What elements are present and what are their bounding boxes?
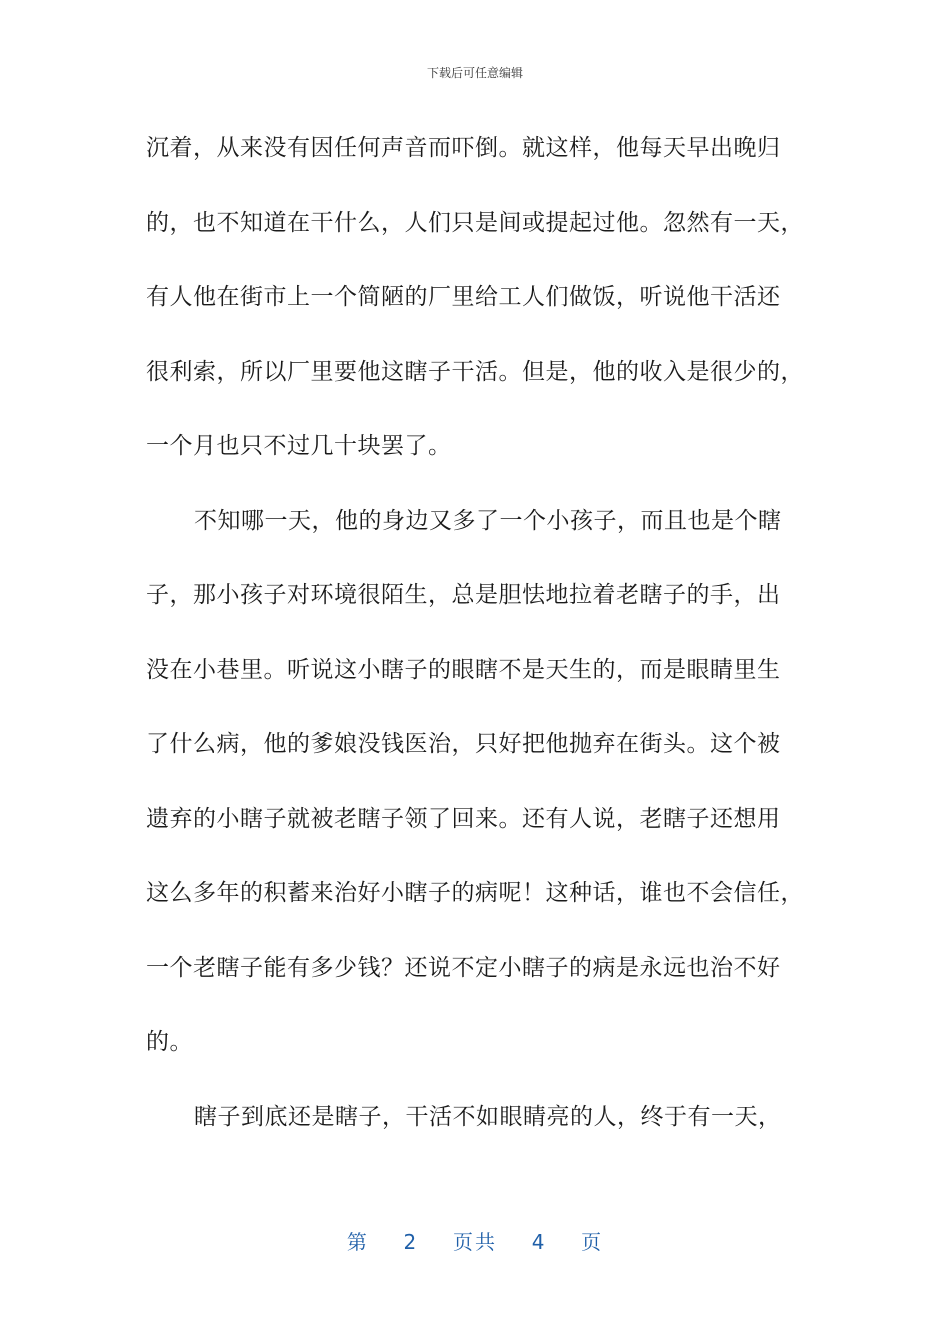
paragraph-start-line: 不知哪一天，他的身边又多了一个小孩子，而且也是个瞎 (194, 507, 782, 534)
text-line: 子，那小孩子对环境很陌生，总是胆怯地拉着老瞎子的手，出 (146, 582, 781, 608)
footer-prefix: 第 (346, 1230, 369, 1254)
text-line: 没在小巷里。听说这小瞎子的眼瞎不是天生的，而是眼睛里生 (146, 656, 781, 683)
text-line: 的，也不知道在干什么，人们只是间或提起过他。忽然有一天， (146, 209, 804, 236)
text-line: 沉着，从来没有因任何声音而吓倒。就这样，他每天早出晚归 (146, 135, 781, 161)
total-pages-number: 4 (531, 1230, 547, 1254)
page-header: 下载后可任意编辑 (426, 66, 523, 80)
text-line: 很利索，所以厂里要他这瞎子干活。但是，他的收入是很少的， (146, 358, 804, 385)
text-line: 的。 (146, 1029, 193, 1055)
current-page-number: 2 (403, 1230, 419, 1254)
text-line: 了什么病，他的爹娘没钱医治，只好把他抛弃在街头。这个被 (146, 731, 781, 757)
footer-middle: 页共 (453, 1230, 497, 1254)
document-body (146, 128, 806, 1171)
text-line: 这么多年的积蓄来治好小瞎子的病呢！这种话，谁也不会信任， (146, 880, 804, 906)
page-number-footer (0, 1226, 950, 1255)
text-line: 有人他在街市上一个简陋的厂里给工人们做饭，听说他干活还 (146, 284, 781, 310)
text-line: 一个老瞎子能有多少钱？还说不定小瞎子的病是永远也治不好 (146, 954, 781, 981)
text-line: 一个月也只不过几十块罢了。 (146, 433, 452, 459)
text-line: 遗弃的小瞎子就被老瞎子领了回来。还有人说，老瞎子还想用 (146, 805, 781, 832)
footer-suffix: 页 (581, 1230, 604, 1254)
paragraph-start-line: 瞎子到底还是瞎子，干活不如眼睛亮的人，终于有一天， (194, 1103, 782, 1130)
